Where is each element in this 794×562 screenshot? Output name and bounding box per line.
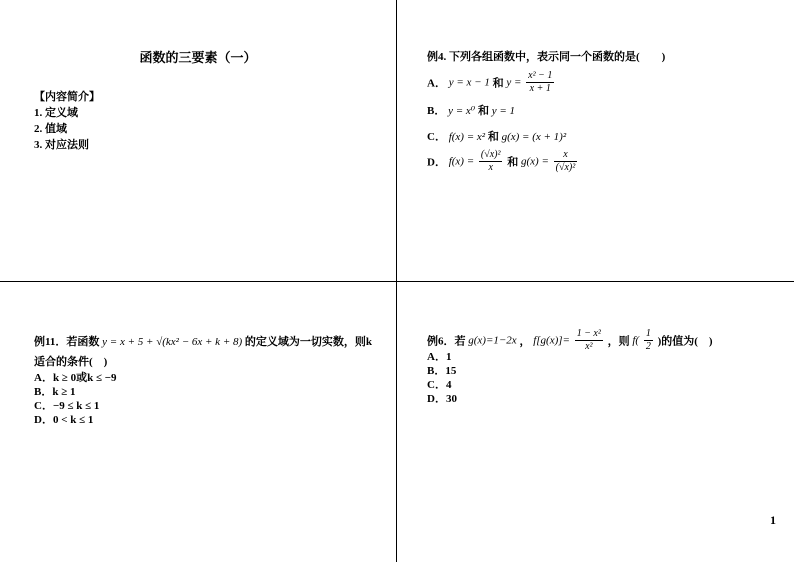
option-d-fraction-1 — [479, 149, 503, 174]
option-d-lhs: f(x) = — [448, 155, 475, 168]
example-11-option-d: D．0 < k ≤ 1 — [34, 414, 94, 426]
option-c-and: 和 — [487, 131, 499, 143]
option-a-fraction — [526, 70, 554, 95]
option-c-label: C． — [427, 131, 446, 143]
example-4-option-a — [427, 70, 556, 95]
example-6-option-c: C．4 — [427, 379, 452, 391]
option-a-label: A． — [427, 77, 446, 90]
option-d-fraction-2 — [554, 149, 578, 174]
example-4-question: 例4. 下列各组函数中，表示同一个函数的是( ) — [427, 51, 666, 63]
example-11-option-a: A．k ≥ 0或k ≤ −9 — [34, 372, 117, 384]
example-6-tail: )的值为( ) — [657, 335, 713, 348]
example-11-formula: y = x + 5 + √(kx² − 6x + k + 8) — [102, 336, 243, 348]
option-a-and: 和 — [492, 77, 504, 90]
example-6-comma: ， — [519, 335, 531, 348]
page-number: 1 — [770, 513, 776, 527]
example-6-option-a: A．1 — [427, 351, 452, 363]
example-6-numerator: 1 − x² — [576, 328, 601, 339]
slide-1 — [0, 0, 396, 281]
intro-item-1: 1. 定义域 — [34, 107, 78, 119]
example-6-f2: f( — [632, 334, 640, 347]
example-11-option-b: B．k ≥ 1 — [34, 386, 76, 398]
example-4-option-b — [427, 102, 515, 118]
option-d-mid: g(x) = — [520, 155, 549, 168]
slide-3 — [0, 282, 396, 562]
example-6-half — [644, 328, 653, 353]
option-d-numerator-1: (√x)² — [480, 149, 501, 160]
option-c-expr2: g(x) = (x + 1)² — [501, 131, 567, 143]
option-b-expr1: y = x⁰ — [448, 105, 476, 117]
slide-2 — [397, 0, 794, 281]
example-6-f: f[g(x)]= — [533, 334, 570, 347]
example-4-option-c — [427, 128, 566, 144]
option-d-denominator-1: x — [488, 162, 493, 173]
example-6-half-den: 2 — [645, 341, 651, 352]
example-6-fraction — [575, 328, 603, 353]
example-6-g: g(x)=1−2x — [468, 334, 517, 347]
example-11-option-c: C．−9 ≤ k ≤ 1 — [34, 400, 100, 412]
example-6-option-b: B．15 — [427, 365, 457, 377]
option-b-and: 和 — [477, 105, 489, 117]
example-6-denominator: x² — [585, 341, 593, 352]
example-6-option-d: D．30 — [427, 393, 457, 405]
example-6-half-num: 1 — [645, 328, 651, 339]
option-b-label: B． — [427, 105, 446, 117]
example-6-then: ，则 — [607, 335, 630, 348]
intro-item-2: 2. 值域 — [34, 123, 67, 135]
example-4-option-d — [427, 149, 579, 174]
option-a-denominator: x + 1 — [529, 83, 551, 94]
slide-1-title: 函数的三要素（一） — [139, 50, 257, 65]
slide-4 — [397, 282, 794, 562]
intro-header: 【内容简介】 — [34, 91, 100, 103]
option-a-expr2: y = — [506, 76, 522, 89]
option-a-expr1: y = x − 1 — [448, 76, 490, 89]
option-d-and: 和 — [507, 156, 519, 169]
option-d-denominator-2: (√x)² — [555, 162, 576, 173]
option-c-expr1: f(x) = x² — [448, 131, 486, 143]
option-a-numerator: x² − 1 — [528, 70, 553, 81]
intro-item-3: 3. 对应法则 — [34, 139, 89, 151]
example-11-question-line-2: 适合的条件( ) — [34, 356, 108, 368]
example-11-suffix: 的定义域为一切实数，则k — [244, 336, 373, 348]
example-11-prefix: 例11．若函数 — [34, 336, 100, 348]
example-6-prefix: 例6．若 — [427, 335, 466, 348]
example-11-question-line-1 — [34, 333, 372, 349]
option-b-expr2: y = 1 — [491, 105, 516, 117]
option-d-numerator-2: x — [554, 149, 578, 162]
option-d-label: D． — [427, 156, 446, 169]
example-6-question — [427, 328, 713, 353]
